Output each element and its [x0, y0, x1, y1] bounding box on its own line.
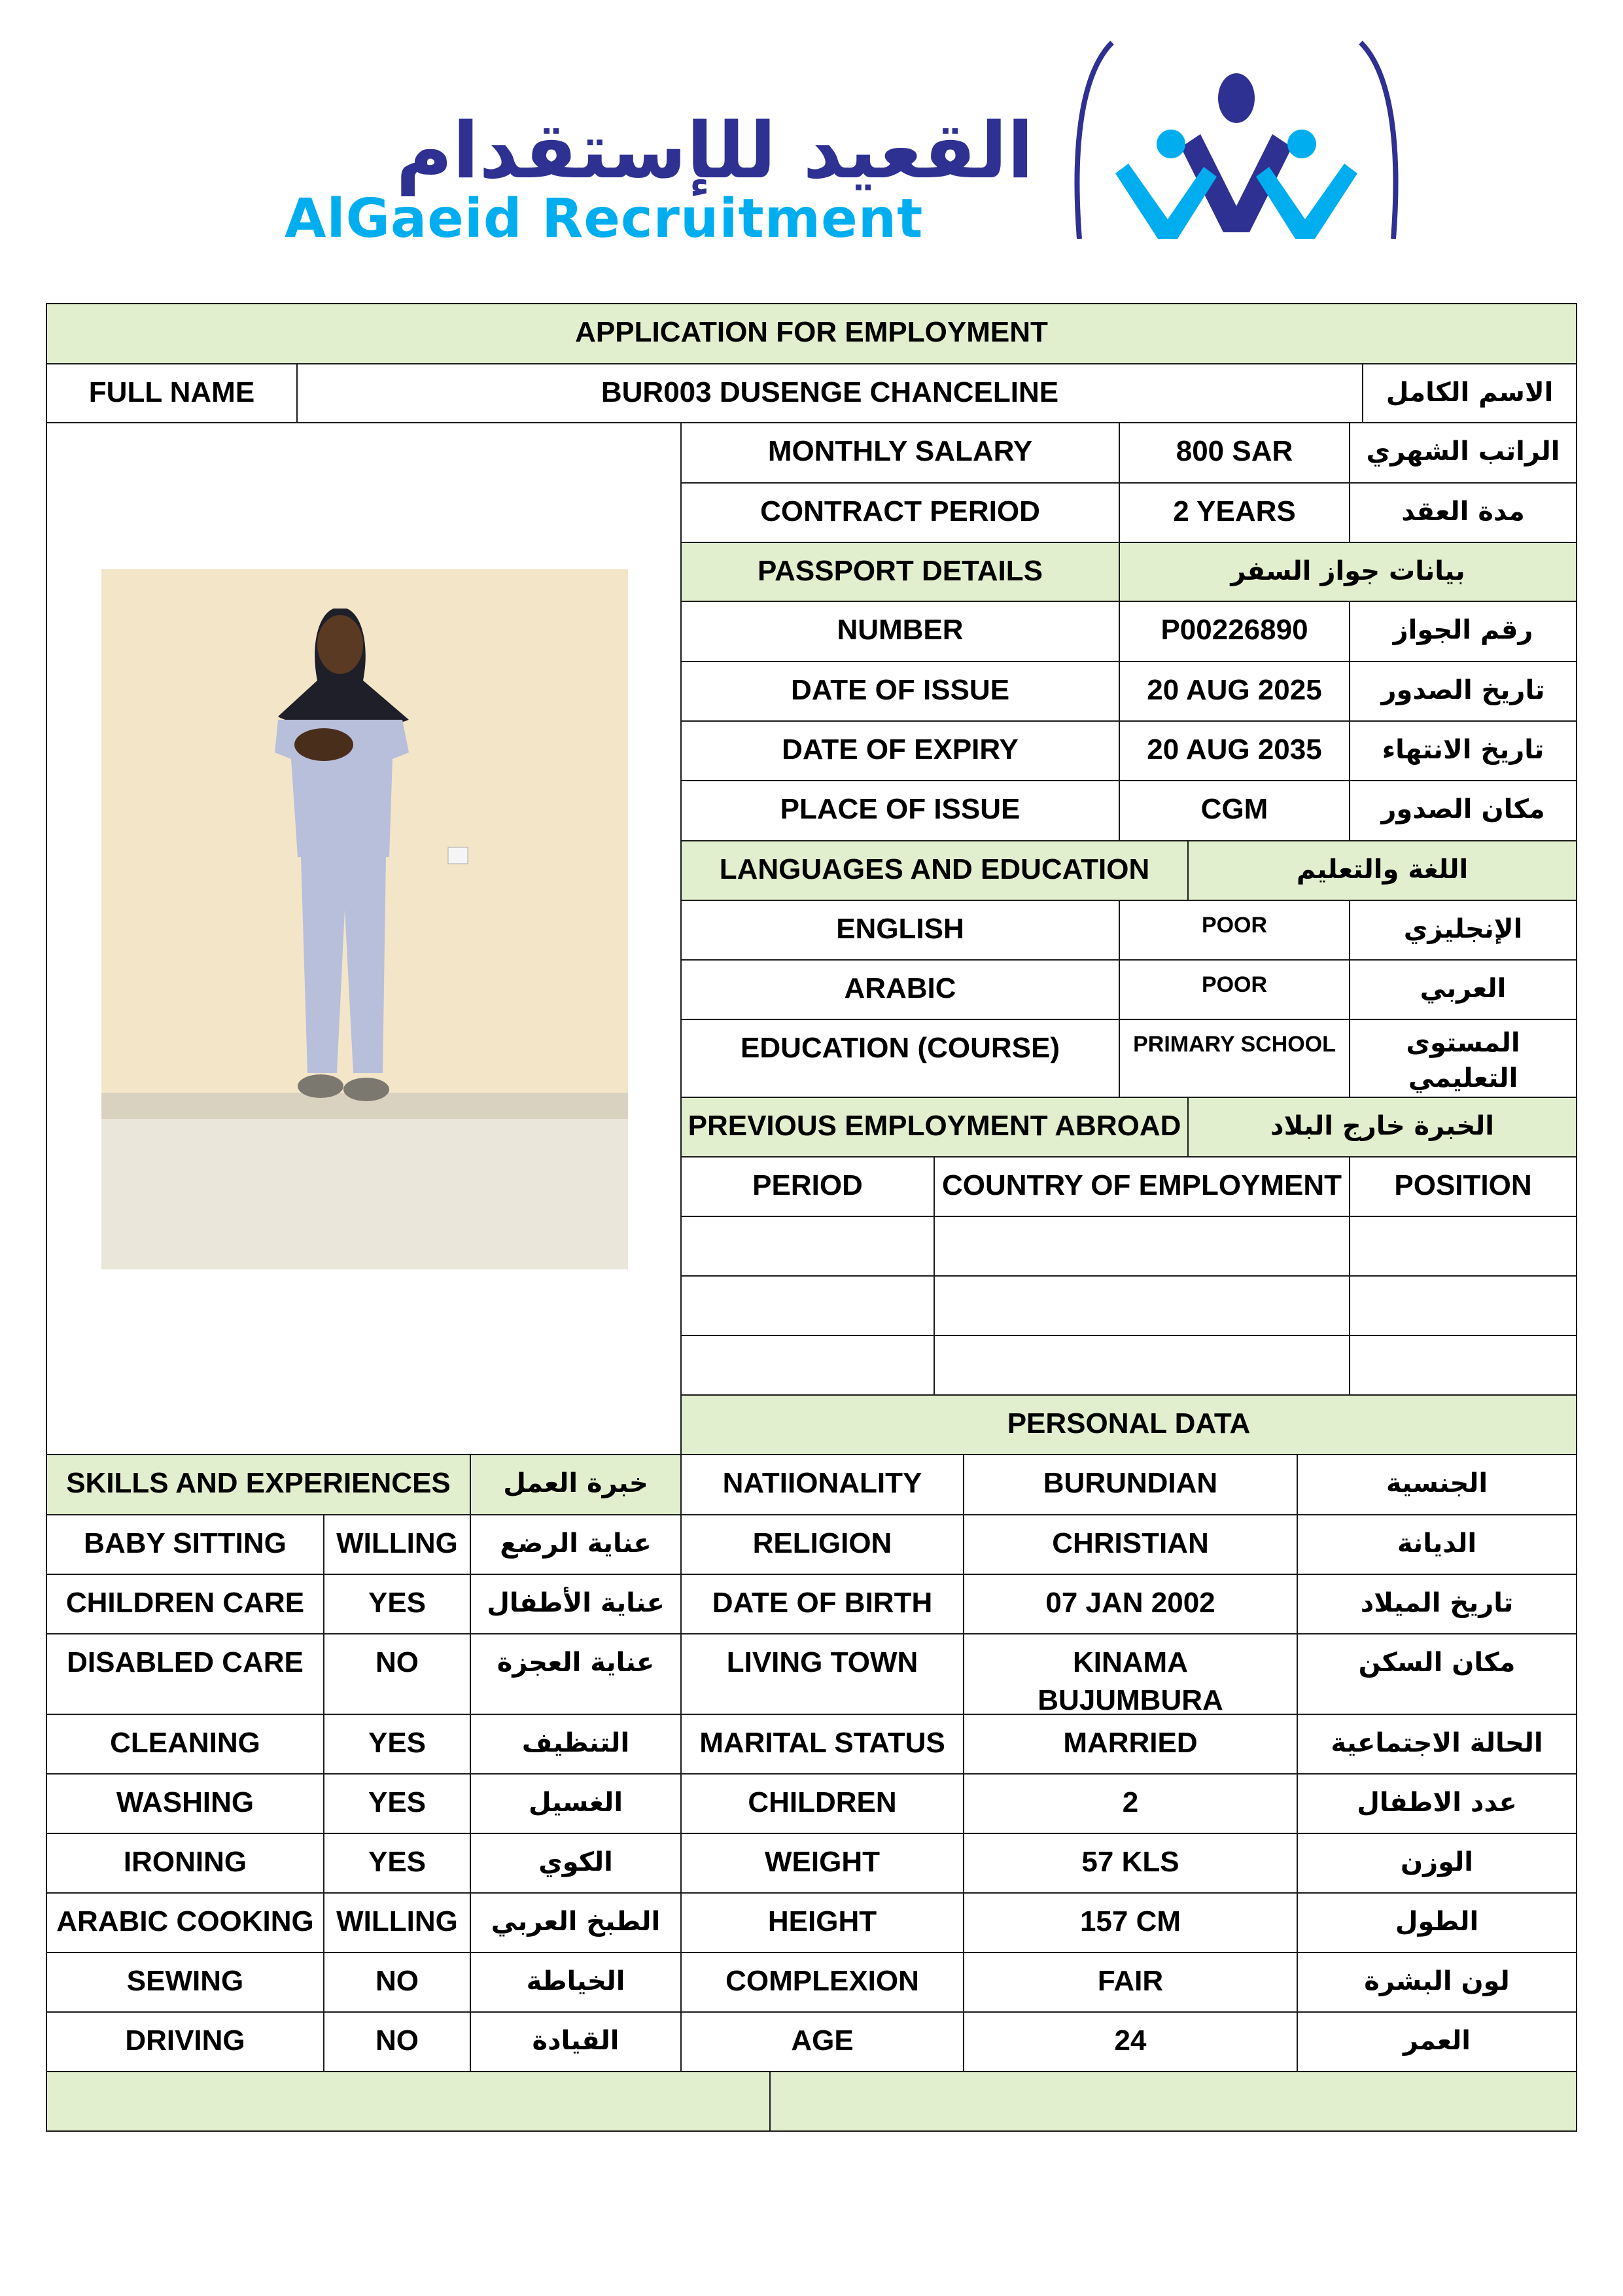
skill-label-ar: الغسيل [470, 1773, 682, 1834]
personal-label: AGE [680, 2011, 964, 2072]
skill-label: CHILDREN CARE [46, 1574, 324, 1634]
personal-value: CHRISTIAN [963, 1514, 1298, 1575]
footer-cell-right [769, 2071, 1577, 2132]
people-logo-icon [1053, 36, 1420, 252]
skill-label: DISABLED CARE [46, 1633, 324, 1715]
skill-label: DRIVING [46, 2011, 324, 2072]
date-of-expiry-label: DATE OF EXPIRY [680, 720, 1120, 781]
monthly-salary-label: MONTHLY SALARY [680, 422, 1120, 484]
skills-header: SKILLS AND EXPERIENCES [46, 1454, 471, 1515]
logo-arabic-name: القعيد للإستقدام [396, 105, 1034, 196]
languages-header-ar: اللغة والتعليم [1187, 840, 1577, 901]
personal-value: KINAMA BUJUMBURA [963, 1633, 1298, 1715]
skill-label: SEWING [46, 1952, 324, 2013]
personal-label-ar: تاريخ الميلاد [1297, 1574, 1577, 1634]
company-logo [281, 36, 1446, 252]
monthly-salary-value: 800 SAR [1119, 422, 1350, 484]
personal-label: LIVING TOWN [680, 1633, 964, 1715]
skill-value: WILLING [323, 1514, 471, 1575]
full-name-label-ar: الاسم الكامل [1362, 363, 1577, 423]
personal-label-ar: العمر [1297, 2011, 1577, 2072]
passport-header-ar: بيانات جواز السفر [1119, 542, 1577, 602]
personal-label-ar: عدد الاطفال [1297, 1773, 1577, 1834]
personal-label: WEIGHT [680, 1833, 964, 1894]
place-of-issue-value: CGM [1119, 780, 1350, 841]
personal-value: 24 [963, 2011, 1298, 2072]
previous-employment-header: PREVIOUS EMPLOYMENT ABROAD [680, 1097, 1189, 1157]
personal-value: 07 JAN 2002 [963, 1574, 1298, 1634]
employment-country-cell [934, 1216, 1350, 1277]
skill-label-ar: الخياطة [470, 1952, 682, 2013]
english-label-ar: الإنجليزي [1349, 900, 1577, 961]
arabic-value: POOR [1119, 959, 1350, 1020]
skill-label-ar: الكوي [470, 1833, 682, 1894]
skill-label: CLEANING [46, 1714, 324, 1775]
date-of-expiry-value: 20 AUG 2035 [1119, 720, 1350, 781]
contract-period-label: CONTRACT PERIOD [680, 482, 1120, 543]
education-value: PRIMARY SCHOOL [1119, 1019, 1350, 1098]
languages-header: LANGUAGES AND EDUCATION [680, 840, 1189, 901]
personal-value: 57 KLS [963, 1833, 1298, 1894]
place-of-issue-label: PLACE OF ISSUE [680, 780, 1120, 841]
position-column-header: POSITION [1349, 1156, 1577, 1217]
personal-label-ar: لون البشرة [1297, 1952, 1577, 2013]
full-name-label: FULL NAME [46, 363, 298, 423]
personal-label: HEIGHT [680, 1892, 964, 1953]
personal-label-ar: الجنسية [1297, 1454, 1577, 1515]
employment-period-cell [680, 1335, 935, 1396]
employment-period-cell [680, 1275, 935, 1336]
skill-value: YES [323, 1714, 471, 1775]
previous-employment-header-ar: الخبرة خارج البلاد [1187, 1097, 1577, 1157]
passport-header: PASSPORT DETAILS [680, 542, 1120, 602]
education-label: EDUCATION (COURSE) [680, 1019, 1120, 1098]
date-of-expiry-label-ar: تاريخ الانتهاء [1349, 720, 1577, 781]
personal-label: RELIGION [680, 1514, 964, 1575]
arabic-label-ar: العربي [1349, 959, 1577, 1020]
date-of-issue-label: DATE OF ISSUE [680, 661, 1120, 722]
personal-label-ar: الحالة الاجتماعية [1297, 1714, 1577, 1775]
skill-value: WILLING [323, 1892, 471, 1953]
skill-label-ar: التنظيف [470, 1714, 682, 1775]
skill-value: NO [323, 2011, 471, 2072]
passport-number-label: NUMBER [680, 601, 1120, 662]
place-of-issue-label-ar: مكان الصدور [1349, 780, 1577, 841]
country-column-header: COUNTRY OF EMPLOYMENT [934, 1156, 1350, 1217]
skill-label-ar: عناية العجزة [470, 1633, 682, 1715]
passport-number-value: P00226890 [1119, 601, 1350, 662]
personal-value: FAIR [963, 1952, 1298, 2013]
personal-label: CHILDREN [680, 1773, 964, 1834]
personal-label: MARITAL STATUS [680, 1714, 964, 1775]
contract-period-value: 2 YEARS [1119, 482, 1350, 543]
skill-value: NO [323, 1633, 471, 1715]
skill-value: YES [323, 1574, 471, 1634]
personal-label-ar: الطول [1297, 1892, 1577, 1953]
date-of-issue-label-ar: تاريخ الصدور [1349, 661, 1577, 722]
skill-label: BABY SITTING [46, 1514, 324, 1575]
personal-value: MARRIED [963, 1714, 1298, 1775]
monthly-salary-label-ar: الراتب الشهري [1349, 422, 1577, 484]
applicant-photo [101, 569, 628, 1269]
personal-value: BURUNDIAN [963, 1454, 1298, 1515]
form-title: APPLICATION FOR EMPLOYMENT [46, 303, 1577, 364]
employment-country-cell [934, 1275, 1350, 1336]
skill-label-ar: عناية الأطفال [470, 1574, 682, 1634]
personal-label-ar: الوزن [1297, 1833, 1577, 1894]
english-value: POOR [1119, 900, 1350, 961]
logo-english-name: AlGaeid Recruitment [285, 188, 924, 250]
contract-period-label-ar: مدة العقد [1349, 482, 1577, 543]
skill-value: YES [323, 1773, 471, 1834]
passport-number-label-ar: رقم الجواز [1349, 601, 1577, 662]
footer-cell-left [46, 2071, 771, 2132]
skills-header-ar: خبرة العمل [470, 1454, 682, 1515]
skill-label-ar: الطبخ العربي [470, 1892, 682, 1953]
full-name-value: BUR003 DUSENGE CHANCELINE [296, 363, 1363, 423]
personal-value: 2 [963, 1773, 1298, 1834]
arabic-label: ARABIC [680, 959, 1120, 1020]
skill-label: WASHING [46, 1773, 324, 1834]
employment-period-cell [680, 1216, 935, 1277]
personal-label: DATE OF BIRTH [680, 1574, 964, 1634]
personal-label-ar: الديانة [1297, 1514, 1577, 1575]
skill-value: NO [323, 1952, 471, 2013]
skill-label-ar: القيادة [470, 2011, 682, 2072]
personal-label-ar: مكان السكن [1297, 1633, 1577, 1715]
skill-value: YES [323, 1833, 471, 1894]
employment-country-cell [934, 1335, 1350, 1396]
skill-label: ARABIC COOKING [46, 1892, 324, 1953]
english-label: ENGLISH [680, 900, 1120, 961]
education-label-ar: المستوى التعليمي [1349, 1019, 1577, 1098]
period-column-header: PERIOD [680, 1156, 935, 1217]
personal-label: NATIIONALITY [680, 1454, 964, 1515]
date-of-issue-value: 20 AUG 2025 [1119, 661, 1350, 722]
personal-label: COMPLEXION [680, 1952, 964, 2013]
employment-position-cell [1349, 1275, 1577, 1336]
skill-label: IRONING [46, 1833, 324, 1894]
employment-position-cell [1349, 1335, 1577, 1396]
personal-data-header: PERSONAL DATA [680, 1394, 1577, 1455]
personal-value: 157 CM [963, 1892, 1298, 1953]
skill-label-ar: عناية الرضع [470, 1514, 682, 1575]
employment-position-cell [1349, 1216, 1577, 1277]
